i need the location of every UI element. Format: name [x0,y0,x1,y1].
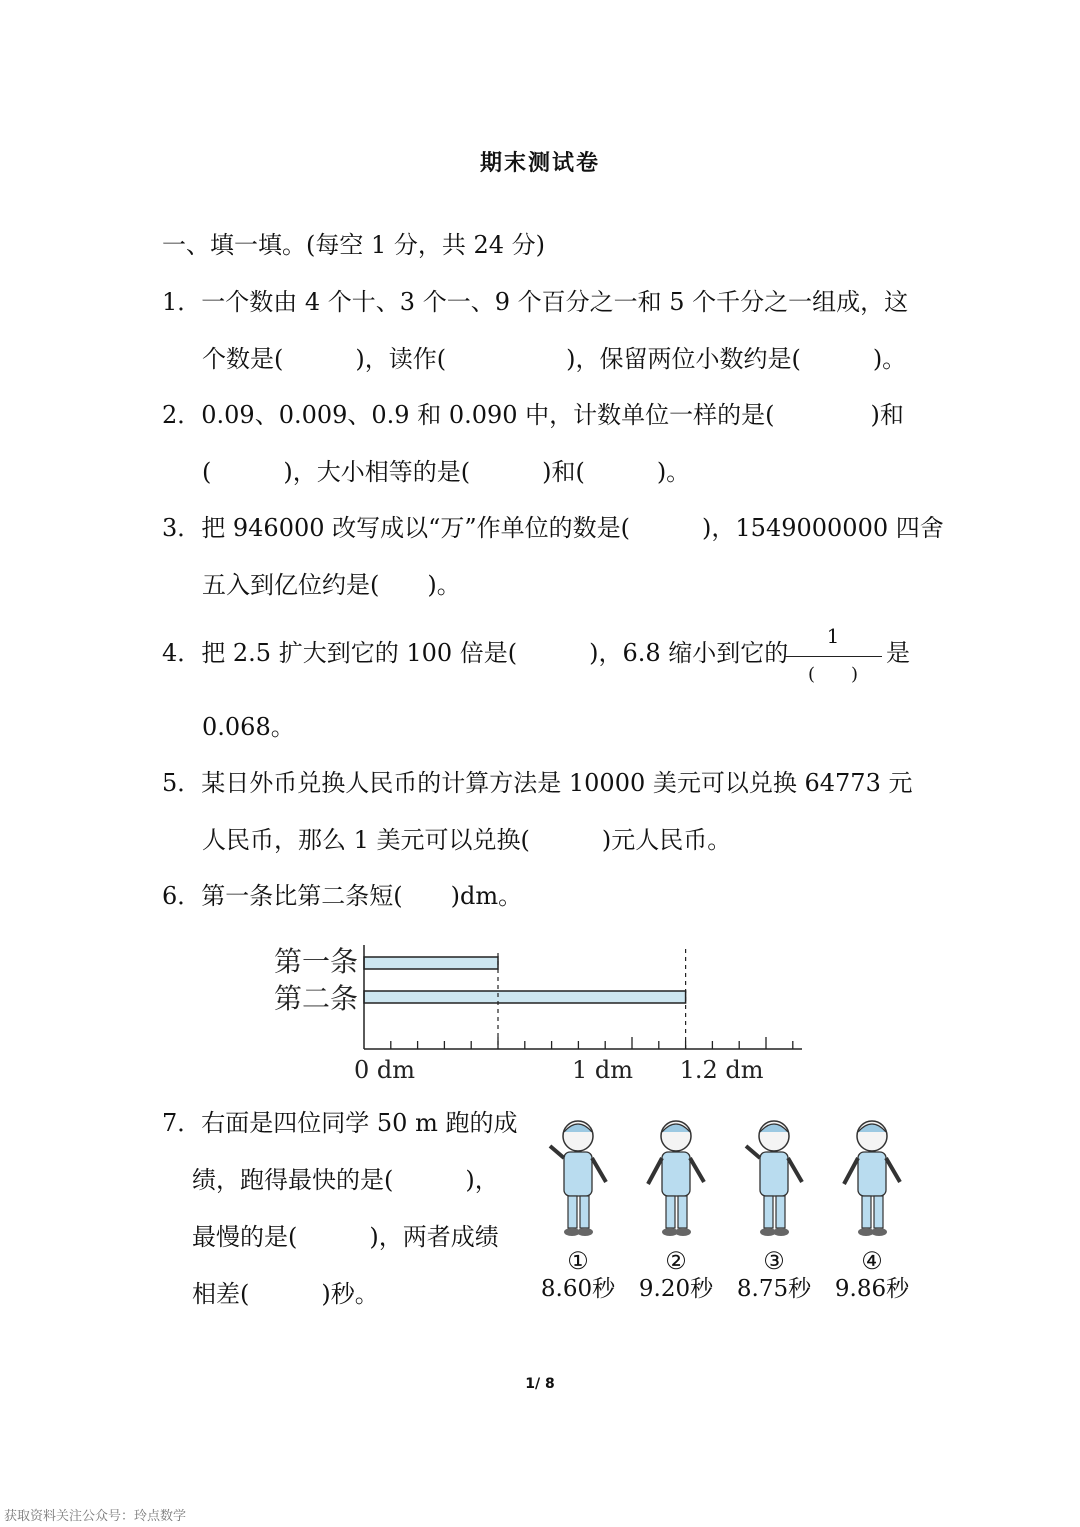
runner-figure-icon [824,1112,920,1242]
runner-3 [726,1112,822,1304]
runner-1 [530,1112,626,1304]
q7-line4: 相差( )秒。 [192,1280,379,1308]
q1-line1: 1．一个数由 4 个十、3 个一、9 个百分之一和 5 个千分之一组成，这 [162,288,909,316]
q4-line2: 0.068。 [202,713,295,741]
q2-line2: ( )，大小相等的是( )和( )。 [202,458,691,486]
runner-time: 8.60秒 [540,1276,616,1302]
bar1-label: 第一条 [274,945,359,978]
bar1-rect [364,957,498,969]
runner-figure-icon [628,1112,724,1242]
fraction-denominator: ( ) [807,664,859,685]
q1-line2: 个数是( )，读作( )，保留两位小数约是( )。 [202,345,907,373]
runner-number: ① [567,1247,589,1275]
runner-4 [824,1112,920,1304]
fraction-numerator: 1 [826,624,840,648]
fraction-bar [784,656,882,657]
tick-label-1: 1 dm [572,1056,634,1084]
bar2-rect [364,991,686,1003]
q6-line1: 6．第一条比第二条短( )dm。 [162,882,523,910]
q5-line2: 人民币，那么 1 美元可以兑换( )元人民币。 [202,826,732,854]
runner-time: 8.75秒 [736,1276,812,1302]
q4-line1-end: 是 [886,639,910,667]
tick-label-2: 1.2 dm [679,1056,764,1084]
runner-time: 9.86秒 [834,1276,910,1302]
q3-line1: 3．把 946000 改写成以“万”作单位的数是( )，1549000000 四舍 [162,514,944,542]
bar2-label: 第二条 [274,982,359,1015]
q7-line2: 绩，跑得最快的是( )， [192,1166,499,1194]
section-heading: 一、填一填。(每空 1 分，共 24 分) [162,231,546,259]
q2-line1: 2．0.09、0.009、0.9 和 0.090 中，计数单位一样的是( )和 [162,401,904,429]
watermark: 获取资料关注公众号：玲点数学 [4,1509,187,1524]
q6-length-figure [260,935,820,1085]
runner-2 [628,1112,724,1304]
runner-number: ④ [861,1247,883,1275]
q7-line3: 最慢的是( )，两者成绩 [192,1223,499,1251]
runner-figure-icon [726,1112,822,1242]
q4-fraction [784,624,882,684]
page-title: 期末测试卷 [479,151,600,176]
runner-time: 9.20秒 [638,1276,714,1302]
q4-line1: 4．把 2.5 扩大到它的 100 倍是( )，6.8 缩小到它的 [162,639,789,667]
runner-number: ② [665,1247,687,1275]
runner-figure-icon [530,1112,626,1242]
q7-line1: 7．右面是四位同学 50 m 跑的成 [162,1109,518,1137]
runner-number: ③ [763,1247,785,1275]
tick-label-0: 0 dm [354,1056,416,1084]
axis-ticks [391,1037,793,1049]
page-number: 1/ 8 [525,1376,555,1392]
q3-line2: 五入到亿位约是( )。 [202,571,461,599]
q5-line1: 5．某日外币兑换人民币的计算方法是 10000 美元可以兑换 64773 元 [162,769,913,797]
